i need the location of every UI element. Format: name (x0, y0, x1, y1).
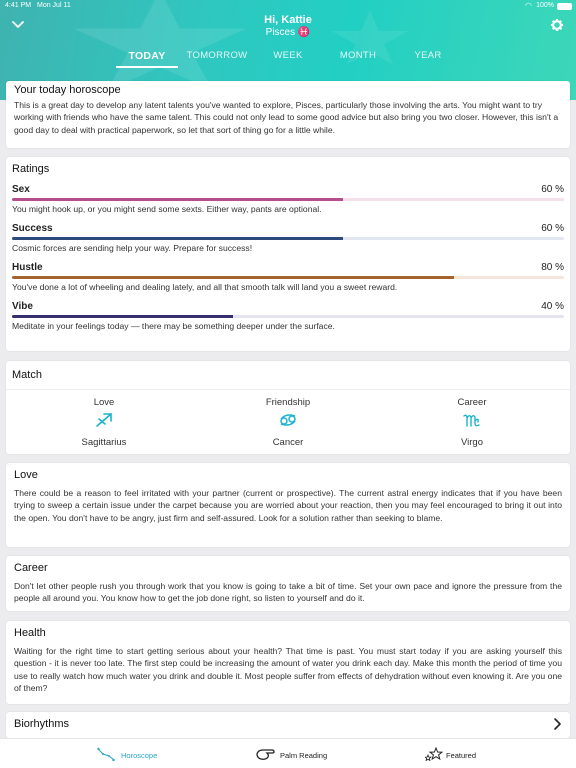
rating-description: You might hook up, or you might send some sexts. Either way, pants are optional. (12, 204, 322, 214)
match-career[interactable] (422, 397, 522, 448)
status-date: Mon Jul 11 (37, 2, 71, 9)
palm-icon (256, 747, 276, 761)
rating-success (12, 223, 564, 253)
card-title: Love (14, 469, 38, 481)
status-time: 4:41 PM (5, 2, 32, 9)
career-card (6, 556, 570, 611)
bottom-nav (0, 738, 576, 768)
tab-year[interactable]: YEAR (414, 50, 442, 61)
tab-today[interactable]: TODAY (116, 48, 178, 68)
rating-bar (12, 276, 454, 279)
rating-track (12, 276, 564, 279)
card-title: Your today horoscope (14, 84, 121, 96)
match-love[interactable] (54, 397, 154, 448)
greeting: Hi, Kattie (264, 14, 312, 26)
match-sign: Virgo (460, 437, 483, 448)
rating-value: 60 % (541, 223, 564, 234)
tab-tomorrow[interactable]: TOMORROW (186, 50, 248, 61)
cancer-icon (278, 412, 298, 428)
tab-week[interactable]: WEEK (273, 50, 303, 61)
rating-name: Sex (12, 184, 30, 195)
rating-bar (12, 198, 343, 201)
ratings-card (6, 157, 570, 351)
match-sign: Sagittarius (81, 437, 127, 448)
match-label: Love (93, 397, 115, 408)
battery-level: 100% (536, 2, 554, 9)
rating-bar (12, 315, 233, 318)
match-label: Career (457, 397, 487, 408)
rating-hustle (12, 262, 564, 292)
nav-label: Featured (446, 751, 477, 760)
rating-track (12, 237, 564, 240)
status-bar (0, 0, 576, 12)
gear-icon[interactable] (549, 17, 565, 33)
rating-name: Hustle (12, 262, 43, 273)
rating-sex (12, 184, 564, 214)
sign-name: Pisces (265, 27, 296, 38)
rating-name: Vibe (12, 301, 33, 312)
love-card (6, 463, 570, 547)
card-title: Health (14, 627, 46, 639)
divider (6, 389, 570, 390)
battery-icon (557, 3, 572, 10)
rating-value: 40 % (541, 301, 564, 312)
biorhythms-card[interactable] (6, 712, 570, 738)
love-text: There could be a reason to feel irritated with your partner (current or prospective). The current astral energy indicates that if you have been trying to sweep a certain issue under the carpet because you are worried about your reaction, then you may feel encouraged to bring it out into the open. You don't have to be angry, just firm and self-assured. Look for a solution rather than seeking to blame. (14, 488, 562, 523)
rating-value: 80 % (541, 262, 564, 273)
stars-icon (425, 747, 443, 761)
match-card (6, 361, 570, 454)
rating-track (12, 198, 564, 201)
chevron-right-icon[interactable] (552, 717, 562, 731)
nav-label: Palm Reading (280, 751, 328, 760)
rating-description: Cosmic forces are sending help your way. Prepare for success! (12, 243, 253, 253)
pisces-icon: ♓ (297, 27, 311, 38)
rating-description: Meditate in your feelings today — there may be something deeper under the surface. (12, 321, 335, 331)
card-title: Biorhythms (14, 718, 70, 730)
nav-label: Horoscope (121, 751, 158, 760)
card-title: Career (14, 562, 48, 574)
card-title: Ratings (12, 163, 50, 175)
virgo-icon (462, 412, 482, 428)
rating-bar (12, 237, 343, 240)
career-text: Don't let other people rush you through work that you know is going to take a bit of time. Set your own pace and ignore the pressure from the people all around you. You know how to get the job done right, so listen to yourself and do it. (14, 581, 562, 604)
wifi-icon: ◠ (525, 1, 532, 10)
match-sign: Cancer (272, 437, 304, 448)
sagittarius-icon (94, 412, 114, 428)
constellation-icon (97, 747, 115, 761)
health-card (6, 621, 570, 704)
period-tabs (116, 48, 462, 68)
rating-value: 60 % (541, 184, 564, 195)
health-text: Waiting for the right time to start getting serious about your health? That time is past. You must start today if you are asking yourself this question - it is never too late. The first step could be increasing the amount of water you drink each day. Make this month the period of time you use to really watch how much water you drink and double it. Most people suffer from effects of dehydration without even knowing it. Are you one of them? (14, 646, 562, 693)
card-title: Match (12, 369, 42, 381)
today-horoscope-card (6, 81, 570, 148)
match-label: Friendship (265, 397, 311, 408)
tab-month[interactable]: MONTH (339, 50, 377, 61)
today-horoscope-text: This is a great day to develop any latent talents you've wanted to explore, Pisces, particularly those involving the arts. You might want to try working with friends who have the same talent. This could not only lead to some good advice but also bring you two closer. However, this isn't a good day to deal with practical paperwork, so let that sort of thing go for a little while. (14, 100, 559, 135)
rating-name: Success (12, 223, 53, 234)
rating-track (12, 315, 564, 318)
rating-description: You've done a lot of wheeling and dealing lately, and all that smooth talk will land you a sweet reward. (12, 282, 398, 292)
rating-vibe (12, 301, 564, 331)
user-sign (0, 27, 576, 38)
match-friendship[interactable] (238, 397, 338, 448)
